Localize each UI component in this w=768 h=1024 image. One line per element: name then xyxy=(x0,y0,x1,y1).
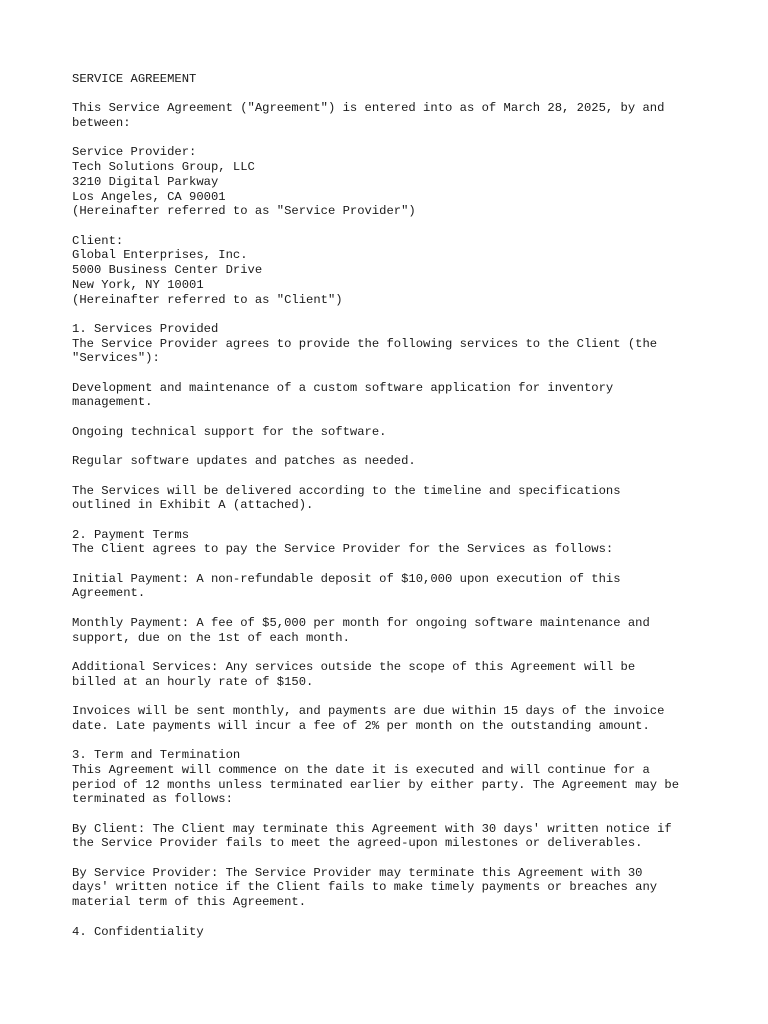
text-line: The Service Provider agrees to provide the following services to the Client (the xyxy=(72,336,658,351)
paragraph xyxy=(72,616,712,645)
paragraph xyxy=(72,822,712,851)
text-line: 3210 Digital Parkway xyxy=(72,174,219,189)
text-line: 1. Services Provided xyxy=(72,321,219,336)
text-line: The Services will be delivered according to the timeline and specifications xyxy=(72,483,621,498)
text-line: material term of this Agreement. xyxy=(72,895,307,910)
text-line: support, due on the 1st of each month. xyxy=(72,630,350,645)
text-line: 4. Confidentiality xyxy=(72,924,204,939)
text-line: Development and maintenance of a custom software application for inventory xyxy=(72,380,614,395)
paragraph xyxy=(72,704,712,733)
paragraph xyxy=(72,925,712,940)
text-line: New York, NY 10001 xyxy=(72,277,204,292)
text-line: (Hereinafter referred to as "Service Provider") xyxy=(72,204,416,219)
paragraph xyxy=(72,425,712,440)
paragraph xyxy=(72,748,712,807)
text-line: 3. Term and Termination xyxy=(72,748,241,763)
paragraph xyxy=(72,101,712,130)
text-line: Tech Solutions Group, LLC xyxy=(72,160,255,175)
text-line: Agreement. xyxy=(72,586,146,601)
paragraph xyxy=(72,484,712,513)
text-line: Additional Services: Any services outside the scope of this Agreement will be xyxy=(72,659,636,674)
text-line: management. xyxy=(72,395,153,410)
text-line: Monthly Payment: A fee of $5,000 per month for ongoing software maintenance and xyxy=(72,615,650,630)
text-line: the Service Provider fails to meet the agreed-upon milestones or deliverables. xyxy=(72,836,643,851)
text-line: terminated as follows: xyxy=(72,792,233,807)
text-line: billed at an hourly rate of $150. xyxy=(72,674,314,689)
text-line: By Service Provider: The Service Provider may terminate this Agreement with 30 xyxy=(72,865,643,880)
paragraph xyxy=(72,145,712,219)
text-line: Invoices will be sent monthly, and payments are due within 15 days of the invoice xyxy=(72,704,665,719)
paragraph xyxy=(72,528,712,557)
paragraph xyxy=(72,381,712,410)
text-line: Service Provider: xyxy=(72,145,197,160)
text-line: Global Enterprises, Inc. xyxy=(72,248,248,263)
text-line: "Services"): xyxy=(72,351,160,366)
paragraph xyxy=(72,866,712,910)
text-line: Los Angeles, CA 90001 xyxy=(72,189,226,204)
text-line: 2. Payment Terms xyxy=(72,527,190,542)
text-line: Initial Payment: A non-refundable deposit of $10,000 upon execution of this xyxy=(72,571,621,586)
document-body xyxy=(72,101,712,939)
text-line: (Hereinafter referred to as "Client") xyxy=(72,292,343,307)
paragraph xyxy=(72,322,712,366)
paragraph xyxy=(72,660,712,689)
document-page xyxy=(72,72,712,954)
text-line: Client: xyxy=(72,233,124,248)
paragraph xyxy=(72,234,712,308)
text-line: between: xyxy=(72,116,131,131)
text-line: period of 12 months unless terminated earlier by either party. The Agreement may be xyxy=(72,777,680,792)
text-line: 5000 Business Center Drive xyxy=(72,263,263,278)
text-line: This Service Agreement ("Agreement") is entered into as of March 28, 2025, by and xyxy=(72,101,665,116)
text-line: This Agreement will commence on the date it is executed and will continue for a xyxy=(72,762,650,777)
text-line: Regular software updates and patches as needed. xyxy=(72,454,416,469)
text-line: outlined in Exhibit A (attached). xyxy=(72,498,314,513)
paragraph xyxy=(72,572,712,601)
text-line: The Client agrees to pay the Service Provider for the Services as follows: xyxy=(72,542,614,557)
text-line: Ongoing technical support for the software. xyxy=(72,424,387,439)
title-line: SERVICE AGREEMENT xyxy=(72,72,197,86)
paragraph xyxy=(72,454,712,469)
text-line: days' written notice if the Client fails to make timely payments or breaches any xyxy=(72,880,658,895)
text-line: date. Late payments will incur a fee of 2% per month on the outstanding amount. xyxy=(72,718,650,733)
text-line: By Client: The Client may terminate this Agreement with 30 days' written notice if xyxy=(72,821,672,836)
document-title xyxy=(72,72,712,87)
